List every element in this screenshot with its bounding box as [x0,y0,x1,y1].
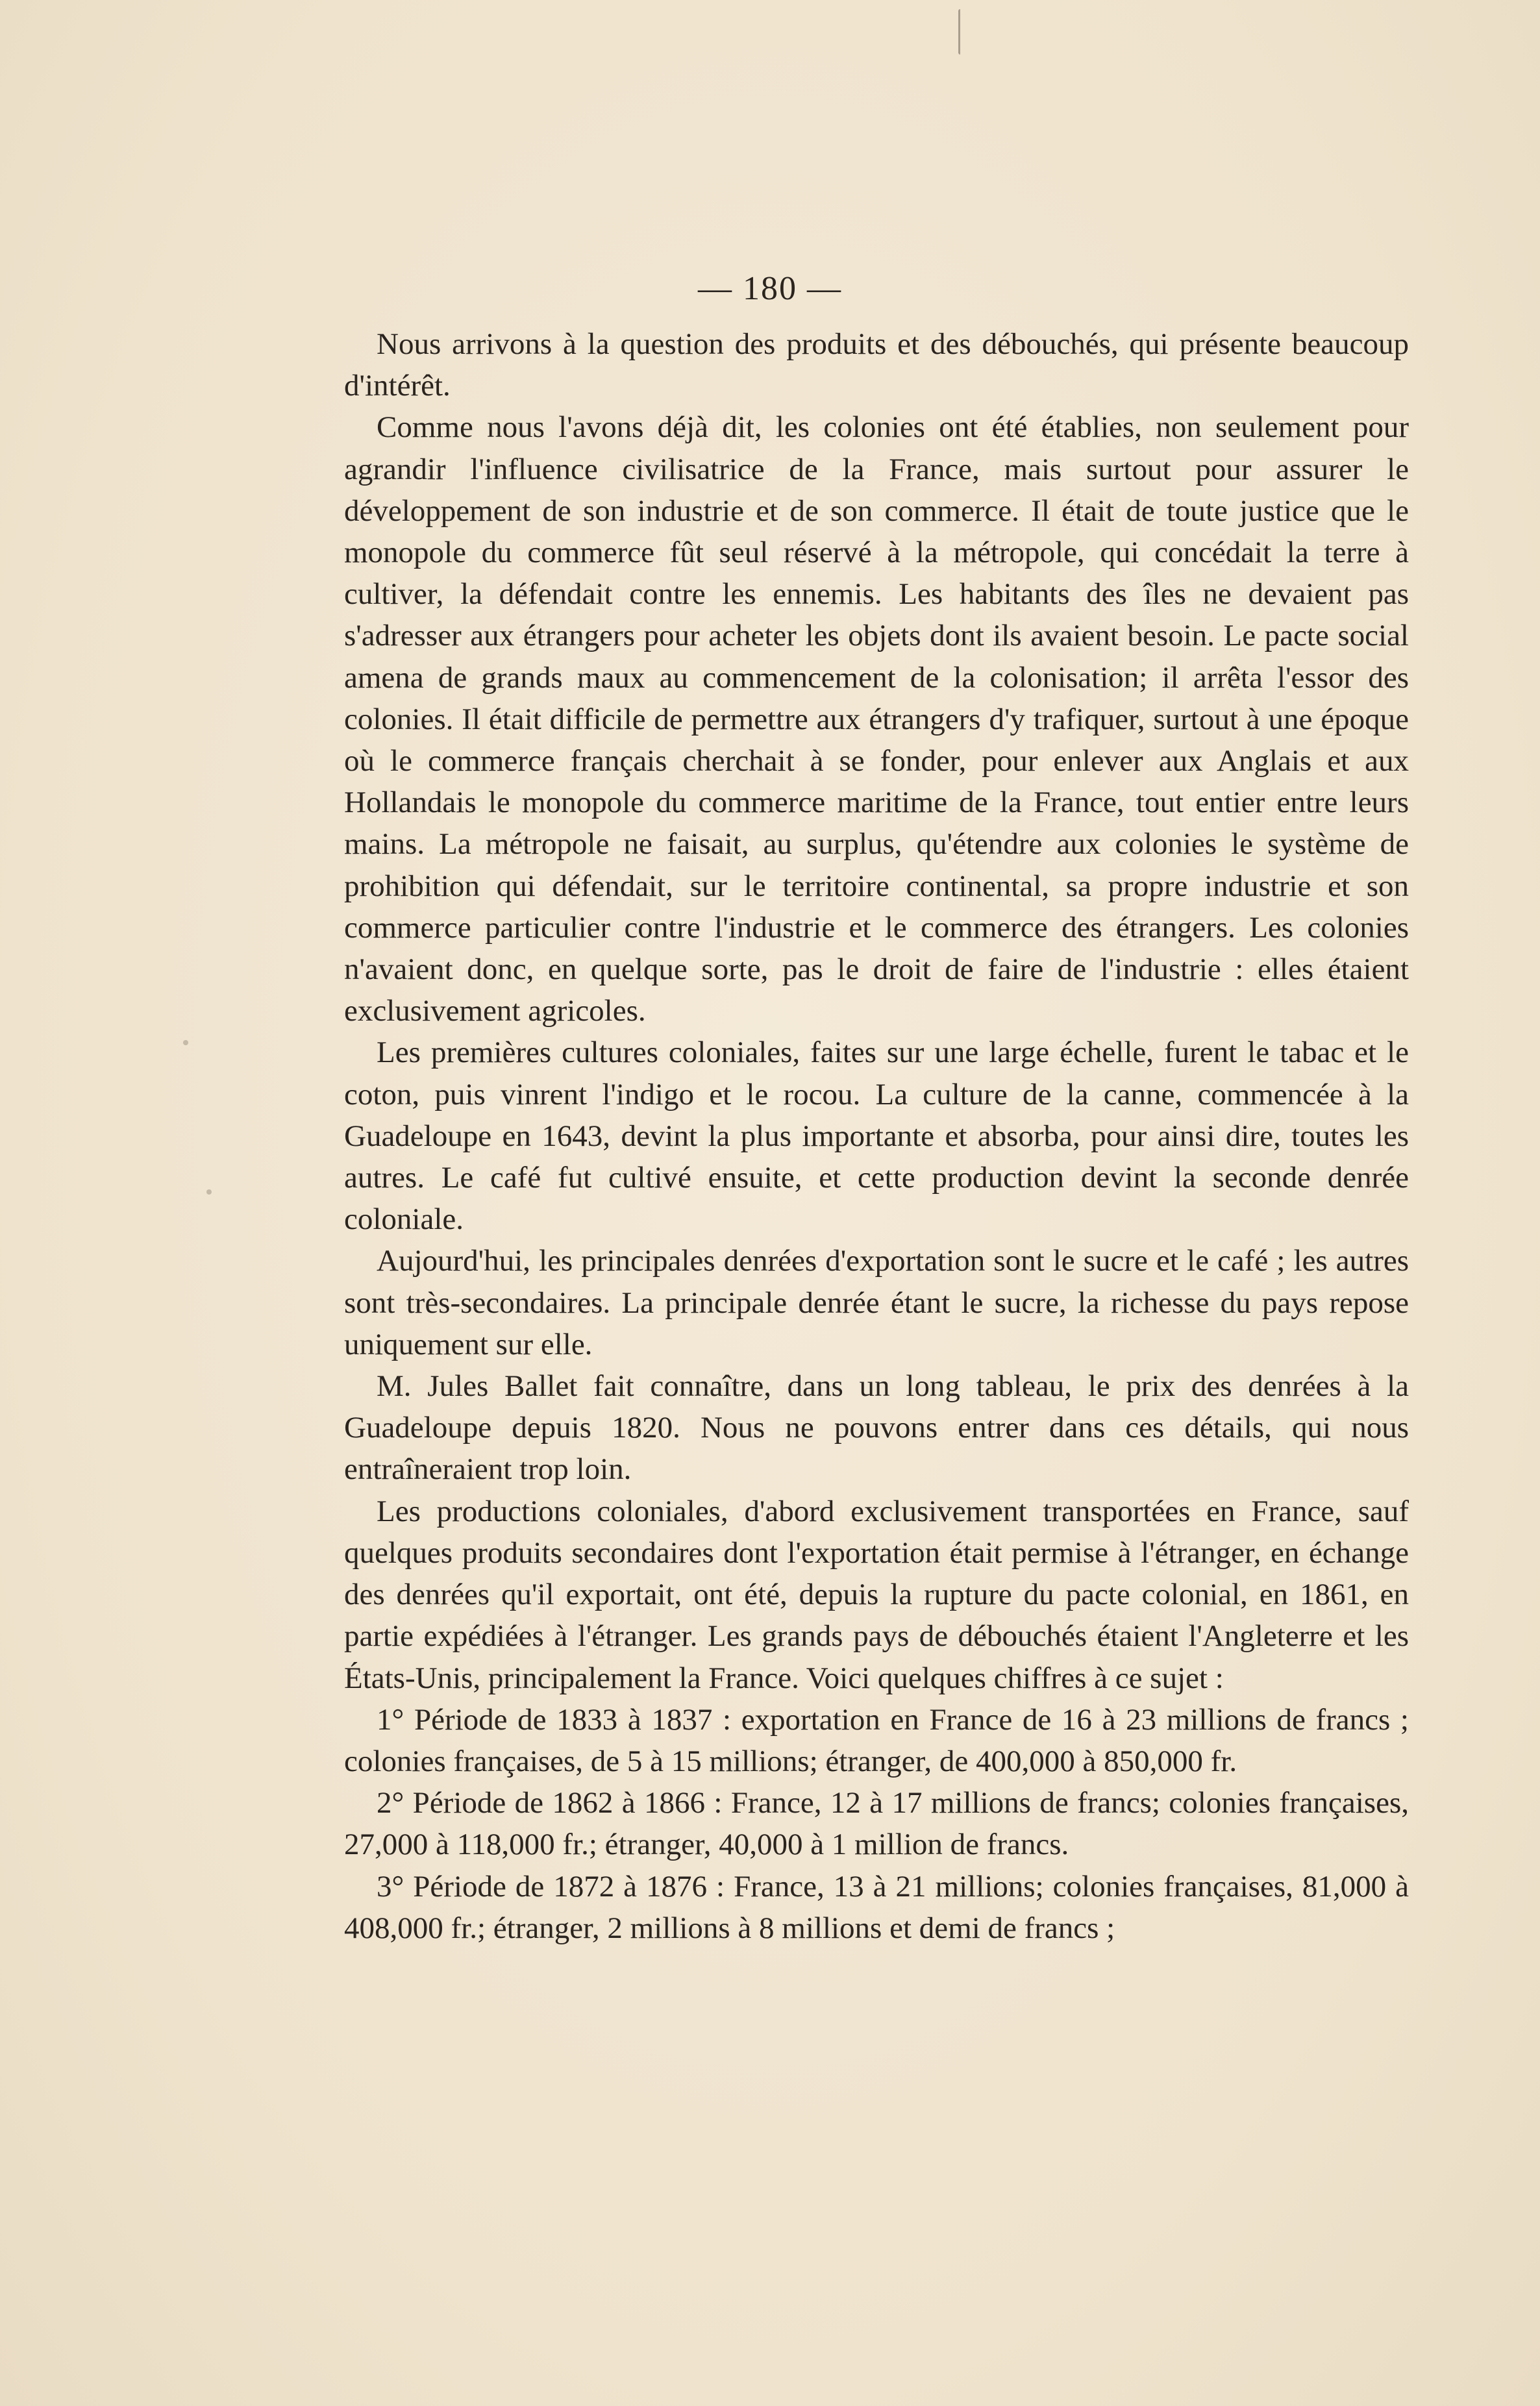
scan-artifact-mark [958,9,964,55]
paragraph: 3° Période de 1872 à 1876 : France, 13 à 21 millions; colonies françaises, 81,000 à 408,000 fr.; étranger, 2 millions à 8 millions et demi de francs ; [344,1869,1409,1945]
scan-speck [206,1189,212,1195]
body-text [344,323,1409,1949]
page-number: — 180 — [698,270,842,307]
paragraph: Aujourd'hui, les principales denrées d'exportation sont le sucre et le café ; les autres sont très-secondaires. La principale denrée étant le sucre, la richesse du pays repose uniquement sur elle. [344,1244,1409,1361]
paragraph: M. Jules Ballet fait connaître, dans un long tableau, le prix des denrées à la Guadeloupe depuis 1820. Nous ne pouvons entrer dans ces détails, qui nous entraîneraient trop loin. [344,1369,1409,1487]
paragraph: 1° Période de 1833 à 1837 : exportation en France de 16 à 23 millions de francs ; colonies françaises, de 5 à 15 millions; étranger, de 400,000 à 850,000 fr. [344,1702,1409,1778]
paragraph: Nous arrivons à la question des produits et des débouchés, qui présente beaucoup d'intérêt. [344,327,1409,403]
paragraph: Les premières cultures coloniales, faites sur une large échelle, furent le tabac et le coton, puis vinrent l'indigo et le rocou. La culture de la canne, commencée à la Guadeloupe en 1643, devint la plus importante et absorba, pour ainsi dire, toutes les autres. Le café fut cultivé ensuite, et cette production devint la seconde denrée coloniale. [344,1036,1409,1237]
paragraph: 2° Période de 1862 à 1866 : France, 12 à 17 millions de francs; colonies françaises, 27,000 à 118,000 fr.; étranger, 40,000 à 1 million de francs. [344,1786,1409,1862]
paragraph: Les productions coloniales, d'abord exclusivement transportées en France, sauf quelques produits secondaires dont l'exportation était permise à l'étranger, en échange des denrées qu'il exportait, ont été, depuis la rupture du pacte colonial, en 1861, en partie expédiées à l'étranger. Les grands pays de débouchés étaient l'Angleterre et les États-Unis, principalement la France. Voici quelques chiffres à ce sujet : [344,1494,1409,1695]
scan-speck [183,1040,188,1045]
paragraph: Comme nous l'avons déjà dit, les colonies ont été établies, non seulement pour agrandir l'influence civilisatrice de la France, mais surtout pour assurer le développement de son industrie et de son commerce. Il était de toute justice que le monopole du commerce fût seul réservé à la métropole, qui concédait la terre à cultiver, la défendait contre les ennemis. Les habitants des îles ne devaient pas s'adresser aux étrangers pour acheter les objets dont ils avaient besoin. Le pacte social amena de grands maux au commencement de la colonisation; il arrêta l'essor des colonies. Il était difficile de permettre aux étrangers d'y trafiquer, surtout à une époque où le commerce français cherchait à se fonder, pour enlever aux Anglais et aux Hollandais le monopole du commerce maritime de la France, tout entier entre leurs mains. La métropole ne faisait, au surplus, qu'étendre aux colonies le système de prohibition qui défendait, sur le territoire continental, sa propre industrie et son commerce particulier contre l'industrie et le commerce des étrangers. Les colonies n'avaient donc, en quelque sorte, pas le droit de faire de l'industrie : elles étaient exclusivement agricoles. [344,410,1409,1028]
